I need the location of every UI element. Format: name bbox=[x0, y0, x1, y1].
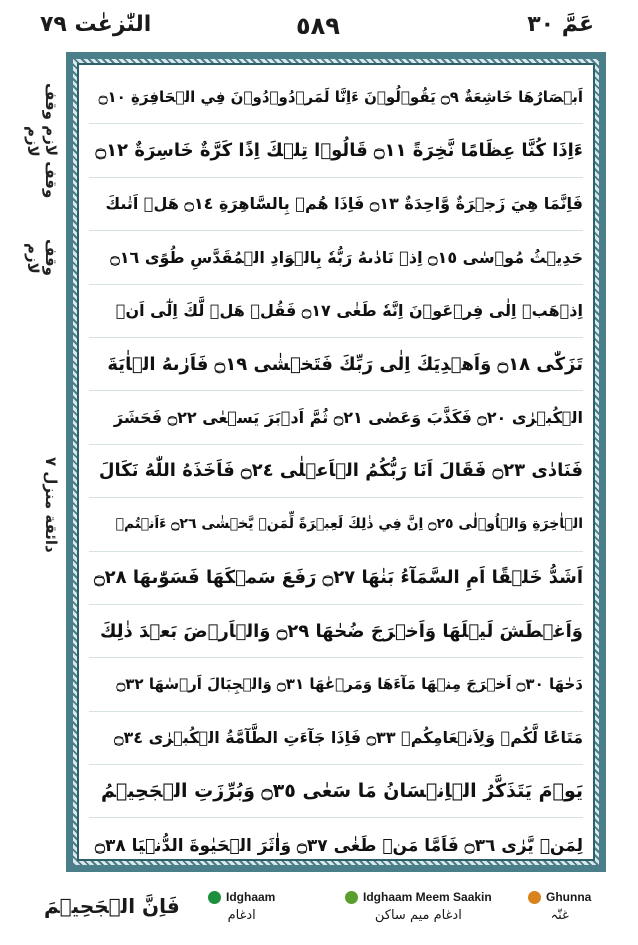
catchword: فَاِنَّ الۡجَحِيۡمَ bbox=[44, 894, 180, 918]
verse-line bbox=[89, 765, 583, 818]
verse-line bbox=[89, 391, 583, 444]
verse-line bbox=[89, 231, 583, 284]
page-border bbox=[66, 52, 606, 872]
verse-text: اَشَدُّ خَلۡقًا اَمِ السَّمَآءُ بَنٰهَا ۝٢٧ رَفَعَ سَمۡكَهَا فَسَوّٰىهَا ۝٢٨ bbox=[94, 567, 583, 589]
verse-line bbox=[89, 658, 583, 711]
legend-arabic: ادغام bbox=[227, 908, 256, 923]
quran-text-body bbox=[77, 63, 595, 861]
green-dot-icon bbox=[208, 891, 221, 904]
legend-idghaam bbox=[208, 890, 275, 923]
legend-arabic: ادغام میم ساکن bbox=[374, 908, 462, 923]
margin-note: وقف لازم وقف لازم bbox=[24, 83, 60, 199]
verse-text: يَوۡمَ يَتَذَكَّرُ الۡاِنۡسَانُ مَا سَعٰى ۝٣٥ وَبُرِّزَتِ الۡجَحِيۡمُ bbox=[101, 780, 583, 803]
verse-text: اِذۡهَبۡ اِلٰى فِرۡعَوۡنَ اِنَّهٗ طَغٰى ۝١٧ فَقُلۡ هَلۡ لَّكَ اِلٰٓى اَنۡ bbox=[115, 301, 583, 321]
verse-line bbox=[89, 552, 583, 605]
verse-text: تَزَكّٰى ۝١٨ وَاَهۡدِيَكَ اِلٰى رَبِّكَ فَتَخۡشٰى ۝١٩ فَاَرٰىهُ الۡاٰيَةَ bbox=[107, 353, 583, 375]
margin-note: دائقة منزل ٧ bbox=[42, 457, 60, 553]
verse-text: مَتَاعًا لَّكُمۡ وَلِاَنۡعَامِكُمۡ ۝٣٣ فَاِذَا جَآءَتِ الطَّآمَّةُ الۡكُبۡرٰى ۝٣٤ bbox=[114, 728, 583, 748]
verse-line bbox=[89, 818, 583, 871]
verse-text: الۡكُبۡرٰى ۝٢٠ فَكَذَّبَ وَعَصٰى ۝٢١ ثُمَّ اَدۡبَرَ يَسۡعٰى ۝٢٢ فَحَشَرَ bbox=[113, 408, 583, 428]
page-header bbox=[0, 8, 638, 44]
verse-line bbox=[89, 285, 583, 338]
orange-dot-icon bbox=[528, 891, 541, 904]
verse-line bbox=[89, 71, 583, 124]
legend-ghunna bbox=[528, 890, 591, 923]
legend-arabic: غنّہ bbox=[550, 908, 569, 923]
verse-text: ءَاِذَا كُنَّا عِظَامًا نَّخِرَةً ۝١١ قَالُوۡا تِلۡكَ اِذًا كَرَّةٌ خَاسِرَةٌ ۝١٢ bbox=[95, 140, 583, 162]
verse-line bbox=[89, 498, 583, 551]
page-number: ٥٨٩ bbox=[296, 12, 340, 40]
verse-text: فَنَادٰى ۝٢٣ فَقَالَ اَنَا رَبُّكُمُ الۡاَعۡلٰى ۝٢٤ فَاَخَذَهُ اللّٰهُ نَكَالَ bbox=[98, 460, 583, 482]
verse-text: وَاَغۡطَشَ لَيۡلَهَا وَاَخۡرَجَ ضُحٰهَا ۝٢٩ وَالۡاَرۡضَ بَعۡدَ ذٰلِكَ bbox=[100, 620, 583, 642]
surah-title: النّٰزعٰت ٧٩ bbox=[40, 12, 152, 37]
page-footer bbox=[0, 890, 638, 945]
legend-idghaam-meem-saakin bbox=[345, 890, 492, 923]
verse-line bbox=[89, 338, 583, 391]
verse-text: الۡاٰخِرَةِ وَالۡاُوۡلٰى ۝٢٥ اِنَّ فِي ذٰلِكَ لَعِبۡرَةً لِّمَنۡ يَّخۡشٰى ۝٢٦ ءَاَنۡتُمۡ bbox=[115, 516, 583, 533]
juz-title: عَمَّ ٣٠ bbox=[527, 12, 594, 37]
verse-text: لِمَنۡ يَّرٰى ۝٣٦ فَاَمَّا مَنۡ طَغٰى ۝٣٧ وَاٰثَرَ الۡحَيٰوةَ الدُّنۡيَا ۝٣٨ bbox=[94, 835, 583, 856]
verse-text: اَبۡصَارُهَا خَاشِعَةٌ ۝٩ يَقُوۡلُوۡنَ ءَاِنَّا لَمَرۡدُوۡدُوۡنَ فِي الۡحَافِرَةِ ۝١٠ bbox=[98, 88, 583, 107]
verse-line bbox=[89, 445, 583, 498]
legend-label: Idghaam bbox=[226, 890, 276, 904]
verse-text: حَدِيۡثُ مُوۡسٰى ۝١٥ اِذۡ نَادٰىهُ رَبُّهٗ بِالۡوَادِ الۡمُقَدَّسِ طُوًى ۝١٦ bbox=[110, 247, 583, 267]
light-green-dot-icon bbox=[345, 891, 358, 904]
verse-line bbox=[89, 124, 583, 177]
verse-line bbox=[89, 605, 583, 658]
margin-note: وقف لازم bbox=[24, 239, 60, 277]
verse-text: دَحٰهَا ۝٣٠ اَخۡرَجَ مِنۡهَا مَآءَهَا وَمَرۡعٰهَا ۝٣١ وَالۡجِبَالَ اَرۡسٰهَا ۝٣٢ bbox=[116, 675, 583, 694]
verse-line bbox=[89, 178, 583, 231]
legend-label: Ghunna bbox=[546, 890, 592, 904]
verse-text: فَاِنَّمَا هِيَ زَجۡرَةٌ وَّاحِدَةٌ ۝١٣ فَاِذَا هُمۡ بِالسَّاهِرَةِ ۝١٤ هَلۡ اَتٰىكَ bbox=[105, 194, 583, 214]
verse-line bbox=[89, 712, 583, 765]
legend-label: Idghaam Meem Saakin bbox=[363, 890, 492, 904]
